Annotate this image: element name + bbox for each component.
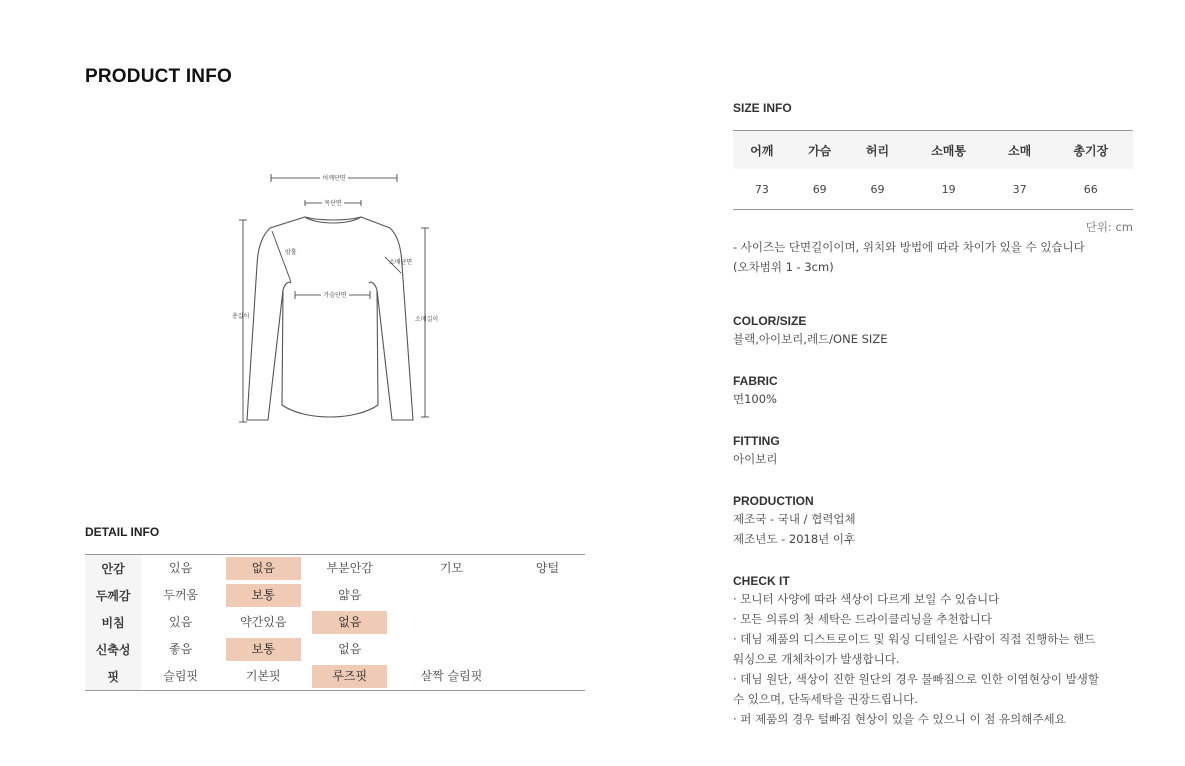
size-header-cell: 총기장 [1049,131,1133,170]
size-header-cell: 허리 [849,131,907,170]
detail-option: 기모 [439,561,464,575]
detail-option: 살짝 슬림핏 [420,669,483,683]
check-it-line: · 모든 의류의 첫 세탁은 드라이클리닝을 추천합니다 [733,612,992,626]
fabric-value: 면100% [733,392,777,406]
detail-option-cell [510,582,585,609]
detail-option-cell [393,609,510,636]
detail-option: 얇음 [338,588,362,602]
detail-option-cell [141,609,220,636]
detail-option-cell [306,609,392,636]
size-header-cell: 소매 [991,131,1049,170]
label-total-length: 총길이 [232,313,250,320]
size-value-cell: 66 [1083,182,1098,196]
check-it-line: · 모니터 사양에 따라 색상이 다르게 보일 수 있습니다 [733,592,1000,606]
detail-option-cell [220,582,306,609]
size-value-cell: 73 [754,182,769,196]
label-chest: 가슴단면 [323,292,347,299]
detail-row [85,582,585,609]
check-it-title: CHECK IT [733,574,790,588]
detail-row-head: 두께감 [85,582,141,609]
detail-option-cell [141,582,220,609]
label-neck: 목단면 [324,200,342,207]
production-line: 제조국 - 국내 / 협력업체 [733,512,856,526]
detail-option-cell [141,636,220,663]
check-it-line: · 데님 원단, 색상이 진한 원단의 경우 물빠짐으로 인한 이염현상이 발생할 [733,672,1100,686]
detail-option-cell [220,609,306,636]
production-section [733,493,1143,549]
detail-option-cell [510,609,585,636]
detail-option-cell [220,663,306,691]
production-line: 제조년도 - 2018년 이후 [733,532,856,546]
detail-option: 좋음 [169,642,193,656]
detail-row [85,555,585,583]
long-sleeve-tee-outline [225,165,455,435]
detail-option: 기본핏 [245,669,281,683]
detail-option: 없음 [338,642,362,656]
fitting-section [733,433,1143,469]
size-unit: 단위: cm [1085,220,1133,234]
detail-row-head: 신축성 [85,636,141,663]
label-sleeve-width: 소매단면 [389,259,413,266]
detail-option: 두꺼움 [163,588,199,602]
detail-option-selected: 없음 [312,611,387,634]
size-info-section [733,100,1133,277]
size-value-cell: 69 [812,182,827,196]
detail-option: 있음 [169,561,193,575]
size-table [733,130,1133,210]
detail-option-cell [306,663,392,691]
fabric-section [733,373,1143,409]
detail-option-cell [141,663,220,691]
detail-option: 약간있음 [240,615,287,629]
detail-info-table [85,554,585,691]
detail-option-cell [393,636,510,663]
detail-option-selected: 보통 [226,638,301,661]
detail-option: 슬림핏 [163,669,199,683]
detail-info-title: DETAIL INFO [85,525,160,539]
size-value-cell: 37 [1012,182,1027,196]
detail-row [85,636,585,663]
detail-option-cell [393,555,510,583]
detail-option-cell [393,582,510,609]
detail-option-cell [510,636,585,663]
size-value-cell: 19 [941,182,956,196]
detail-option-cell [220,555,306,583]
production-title: PRODUCTION [733,494,814,508]
detail-row [85,663,585,691]
check-it-line: · 데님 제품의 디스트로이드 및 워싱 디테일은 사람이 직접 진행하는 핸드 [733,632,1096,646]
size-value-cell: 69 [870,182,885,196]
detail-option-selected: 루즈핏 [312,665,387,688]
label-shoulder: 어깨단면 [322,175,346,182]
detail-option: 부분안감 [326,561,373,575]
size-values-row [733,169,1133,210]
check-it-line: · 퍼 제품의 경우 털빠짐 현상이 있을 수 있으니 이 점 유의해주세요 [733,712,1066,726]
check-it-section [733,573,1143,729]
color-size-value: 블랙,아이보리,레드/ONE SIZE [733,332,888,346]
detail-option-cell [306,636,392,663]
check-it-line: 워싱으로 개체차이가 발생합니다. [733,652,900,666]
fabric-title: FABRIC [733,374,778,388]
label-sleeve-length: 소매길이 [415,316,439,323]
size-note: (오차범위 1 - 3cm) [733,260,834,274]
size-header-cell: 어깨 [733,131,791,170]
color-size-title: COLOR/SIZE [733,314,807,328]
detail-row-head: 핏 [85,663,141,691]
size-note: - 사이즈는 단면길이이며, 위치와 방법에 따라 차이가 있을 수 있습니다 [733,240,1085,254]
detail-option-selected: 보통 [226,584,301,607]
detail-option-cell [220,636,306,663]
detail-option: 양털 [535,561,560,575]
detail-row-head: 안감 [85,555,141,583]
size-header-cell: 소매통 [906,131,990,170]
size-header-cell: 가슴 [791,131,849,170]
detail-row-head: 비침 [85,609,141,636]
garment-size-diagram [225,165,455,435]
detail-option-cell [510,555,585,583]
detail-option-cell [306,555,392,583]
detail-row [85,609,585,636]
page-title: PRODUCT INFO [85,66,233,87]
detail-option-cell [393,663,510,691]
fitting-value: 아이보리 [733,452,778,466]
detail-option-cell [141,555,220,583]
check-it-line: 수 있으며, 단독세탁을 권장드립니다. [733,692,918,706]
detail-option: 있음 [169,615,193,629]
color-size-section [733,313,1143,349]
label-armhole: 암홀 [285,249,297,256]
size-info-title: SIZE INFO [733,101,792,115]
detail-option-selected: 없음 [226,557,301,580]
detail-option-cell [510,663,585,691]
fitting-title: FITTING [733,434,780,448]
detail-option-cell [306,582,392,609]
